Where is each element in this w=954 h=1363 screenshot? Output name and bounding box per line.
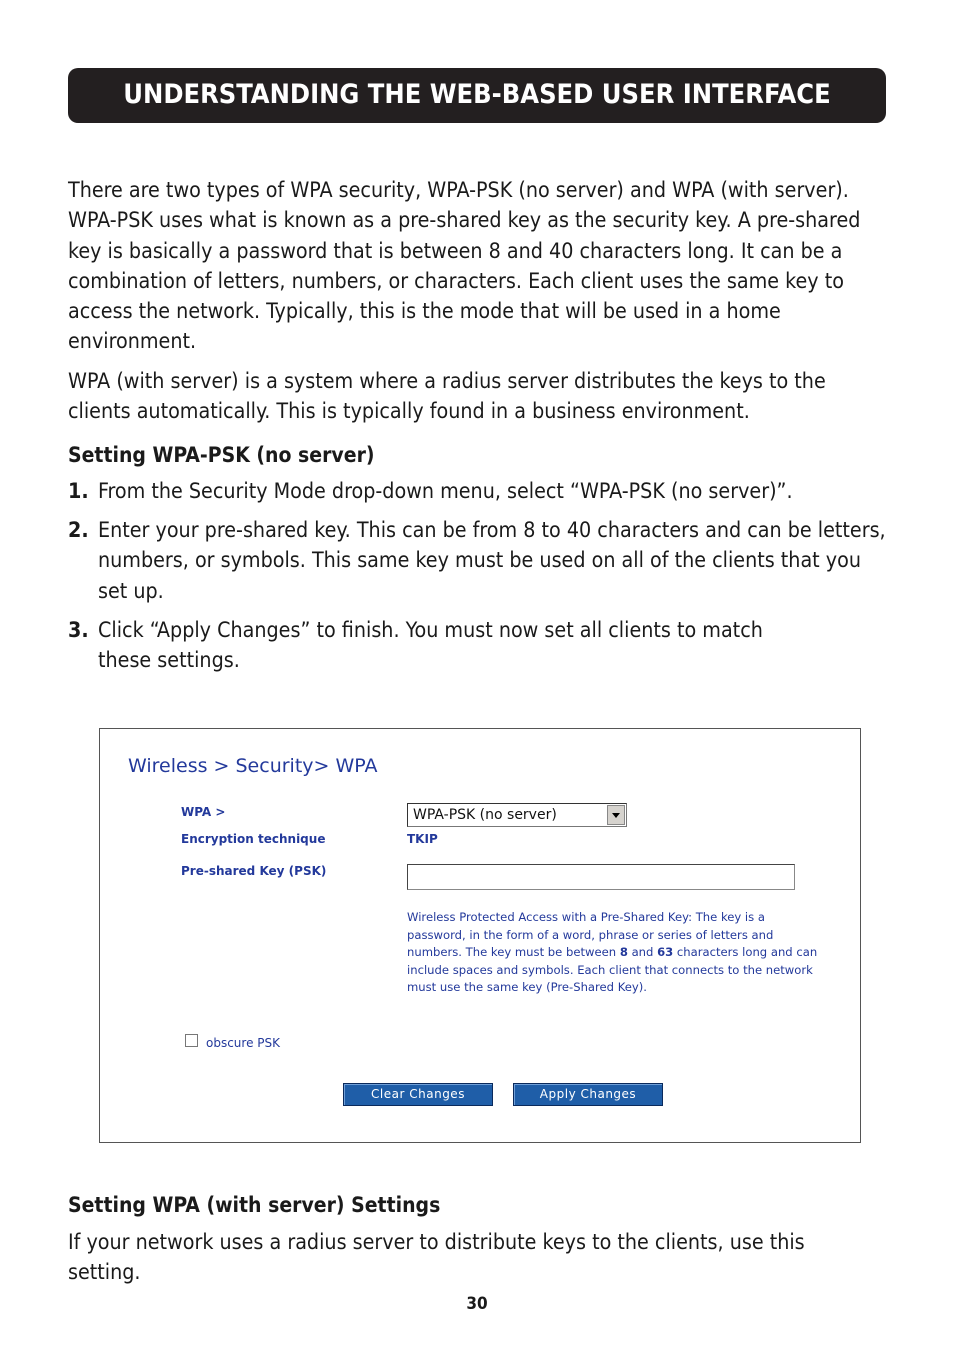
section-header-bar bbox=[68, 68, 886, 123]
chevron-down-icon[interactable] bbox=[607, 805, 625, 825]
psk-section-heading: Setting WPA-PSK (no server) bbox=[68, 443, 375, 467]
psk-max-length: 63 bbox=[657, 945, 674, 960]
obscure-psk-checkbox[interactable] bbox=[185, 1034, 198, 1047]
server-section-text: If your network uses a radius server to distribute keys to the clients, use this setting. bbox=[68, 1230, 805, 1286]
step-number: 1. bbox=[68, 479, 89, 504]
wpa-mode-label: WPA > bbox=[181, 805, 226, 819]
section-header-title: UNDERSTANDING THE WEB-BASED USER INTERFACE bbox=[123, 79, 831, 110]
server-section-heading: Setting WPA (with server) Settings bbox=[68, 1193, 441, 1217]
security-mode-select[interactable] bbox=[407, 803, 627, 827]
security-mode-value: WPA-PSK (no server) bbox=[413, 807, 557, 823]
step-text: Enter your pre-shared key. This can be from 8 to 40 characters and can be letters, numbers, or symbols. This same key must be used on all of the clients that you set up. bbox=[98, 518, 886, 604]
intro-paragraph-1: There are two types of WPA security, WPA-PSK (no server) and WPA (with server). WPA-PSK uses what is known as a pre-shared key as the security key. A pre-shared key is basically a password that is between 8 and 40 characters long. It can be a combination of letters, numbers, or characters. Each client uses the same key to access the network. Typically, this is the mode that will be used in a home environment. bbox=[68, 178, 861, 355]
step-text: Click “Apply Changes” to finish. You must now set all clients to match these settings. bbox=[98, 618, 763, 674]
psk-input[interactable] bbox=[407, 864, 795, 890]
step-number: 3. bbox=[68, 618, 89, 643]
encryption-value: TKIP bbox=[407, 832, 438, 846]
step-text: From the Security Mode drop-down menu, select “WPA-PSK (no server)”. bbox=[98, 479, 793, 504]
psk-min-length: 8 bbox=[619, 945, 628, 960]
encryption-label: Encryption technique bbox=[181, 832, 326, 846]
intro-paragraph-2: WPA (with server) is a system where a radius server distributes the keys to the clients automatically. This is typically found in a business environment. bbox=[68, 369, 826, 425]
obscure-psk-label: obscure PSK bbox=[206, 1036, 281, 1050]
breadcrumb: Wireless > Security> WPA bbox=[128, 755, 378, 777]
wpa-settings-screenshot bbox=[99, 728, 861, 1143]
page-number: 30 bbox=[466, 1294, 488, 1314]
psk-description: Wireless Protected Access with a Pre-Shared Key: The key is a password, in the form of a word, phrase or series of letters and numbers. The key must be between 8 and 63 characters long and can include spaces and symbols. Each client that connects to the network must use the same key (Pre-Shared Key). bbox=[407, 910, 818, 995]
clear-changes-button[interactable]: Clear Changes bbox=[343, 1083, 493, 1106]
psk-label: Pre-shared Key (PSK) bbox=[181, 864, 327, 878]
apply-changes-button[interactable]: Apply Changes bbox=[513, 1083, 663, 1106]
step-number: 2. bbox=[68, 518, 89, 543]
